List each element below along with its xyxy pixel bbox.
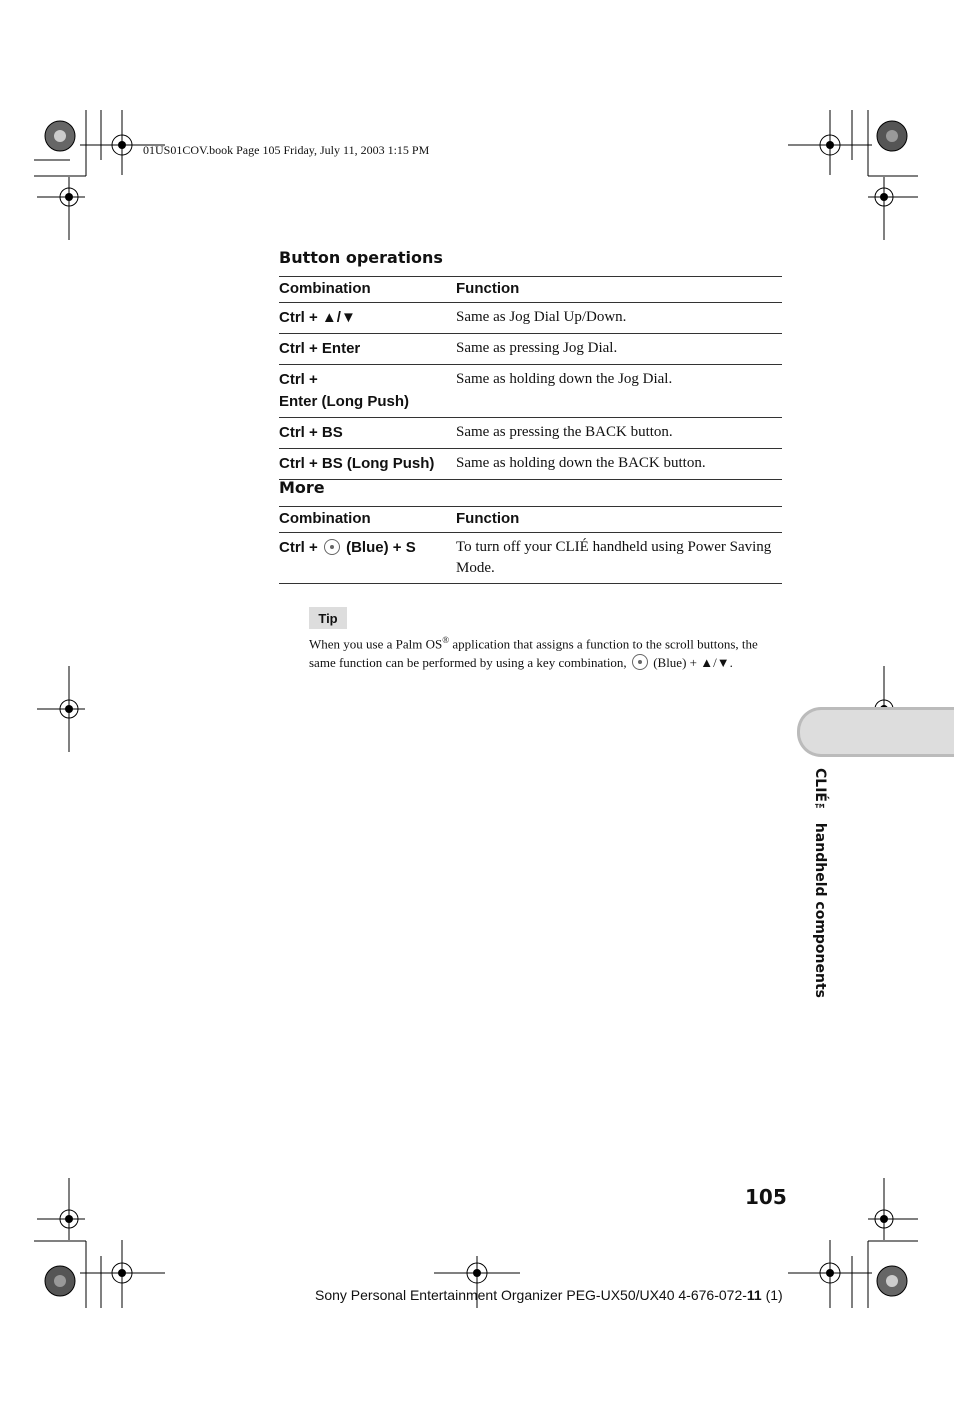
more-table [279,506,782,584]
tip-text-part3: (Blue) + ▲/▼. [653,655,733,671]
combination-cell [279,533,456,584]
combo-prefix: Ctrl + [279,539,318,556]
button-operations-table [279,276,782,480]
registered-mark: ® [442,635,450,645]
combination-cell: Ctrl + ▲/▼ [279,309,356,326]
section-title-button-operations: Button operations [279,248,443,267]
tip-text-part1: When you use a Palm OS [309,636,443,652]
chapter-tab [797,707,954,757]
page-number: 105 [745,1185,787,1209]
tip-text [309,631,784,672]
combination-cell: Ctrl + BS [279,424,343,441]
table-row [279,449,782,480]
function-cell: Same as holding down the Jog Dial. [456,371,673,387]
tip-badge: Tip [309,607,347,629]
col-function: Function [456,510,520,527]
table-row [279,303,782,334]
table-header-row [279,507,782,533]
combination-line-1: Ctrl + [279,371,318,388]
table-row [279,365,782,418]
footer-bold: 11 [746,1287,762,1303]
function-cell: Same as pressing Jog Dial. [456,340,618,356]
function-cell: Same as holding down the BACK button. [456,455,706,471]
col-combination: Combination [279,510,371,527]
combo-suffix: (Blue) + S [346,539,416,556]
combination-cell: Ctrl + Enter [279,340,361,357]
blue-button-icon [632,654,648,670]
footer [315,1287,783,1303]
table-header-row [279,277,782,303]
footer-text: Sony Personal Entertainment Organizer PEG-UX50/UX40 4-676-072- [315,1287,747,1303]
footer-suffix: (1) [761,1287,783,1303]
file-info-header: 01US01COV.book Page 105 Friday, July 11, 2003 1:15 PM [143,143,430,157]
combination-line-2: Enter (Long Push) [279,393,409,410]
function-cell: To turn off your CLIÉ handheld using Power Saving Mode. [456,539,772,576]
blue-button-icon [324,539,340,555]
col-function: Function [456,280,520,297]
function-cell: Same as pressing the BACK button. [456,424,673,440]
table-row [279,533,782,584]
combination-cell [279,365,456,418]
col-combination: Combination [279,280,371,297]
tip-text-part2: application that assigns a function to the scroll buttons, the same function can be performed by using a key combination, [309,636,758,671]
chapter-tab-label: CLIÉ™ handheld components [812,768,828,998]
function-cell: Same as Jog Dial Up/Down. [456,309,627,325]
section-title-more: More [279,478,325,497]
table-row [279,334,782,365]
combination-cell: Ctrl + BS (Long Push) [279,455,435,472]
table-row [279,418,782,449]
